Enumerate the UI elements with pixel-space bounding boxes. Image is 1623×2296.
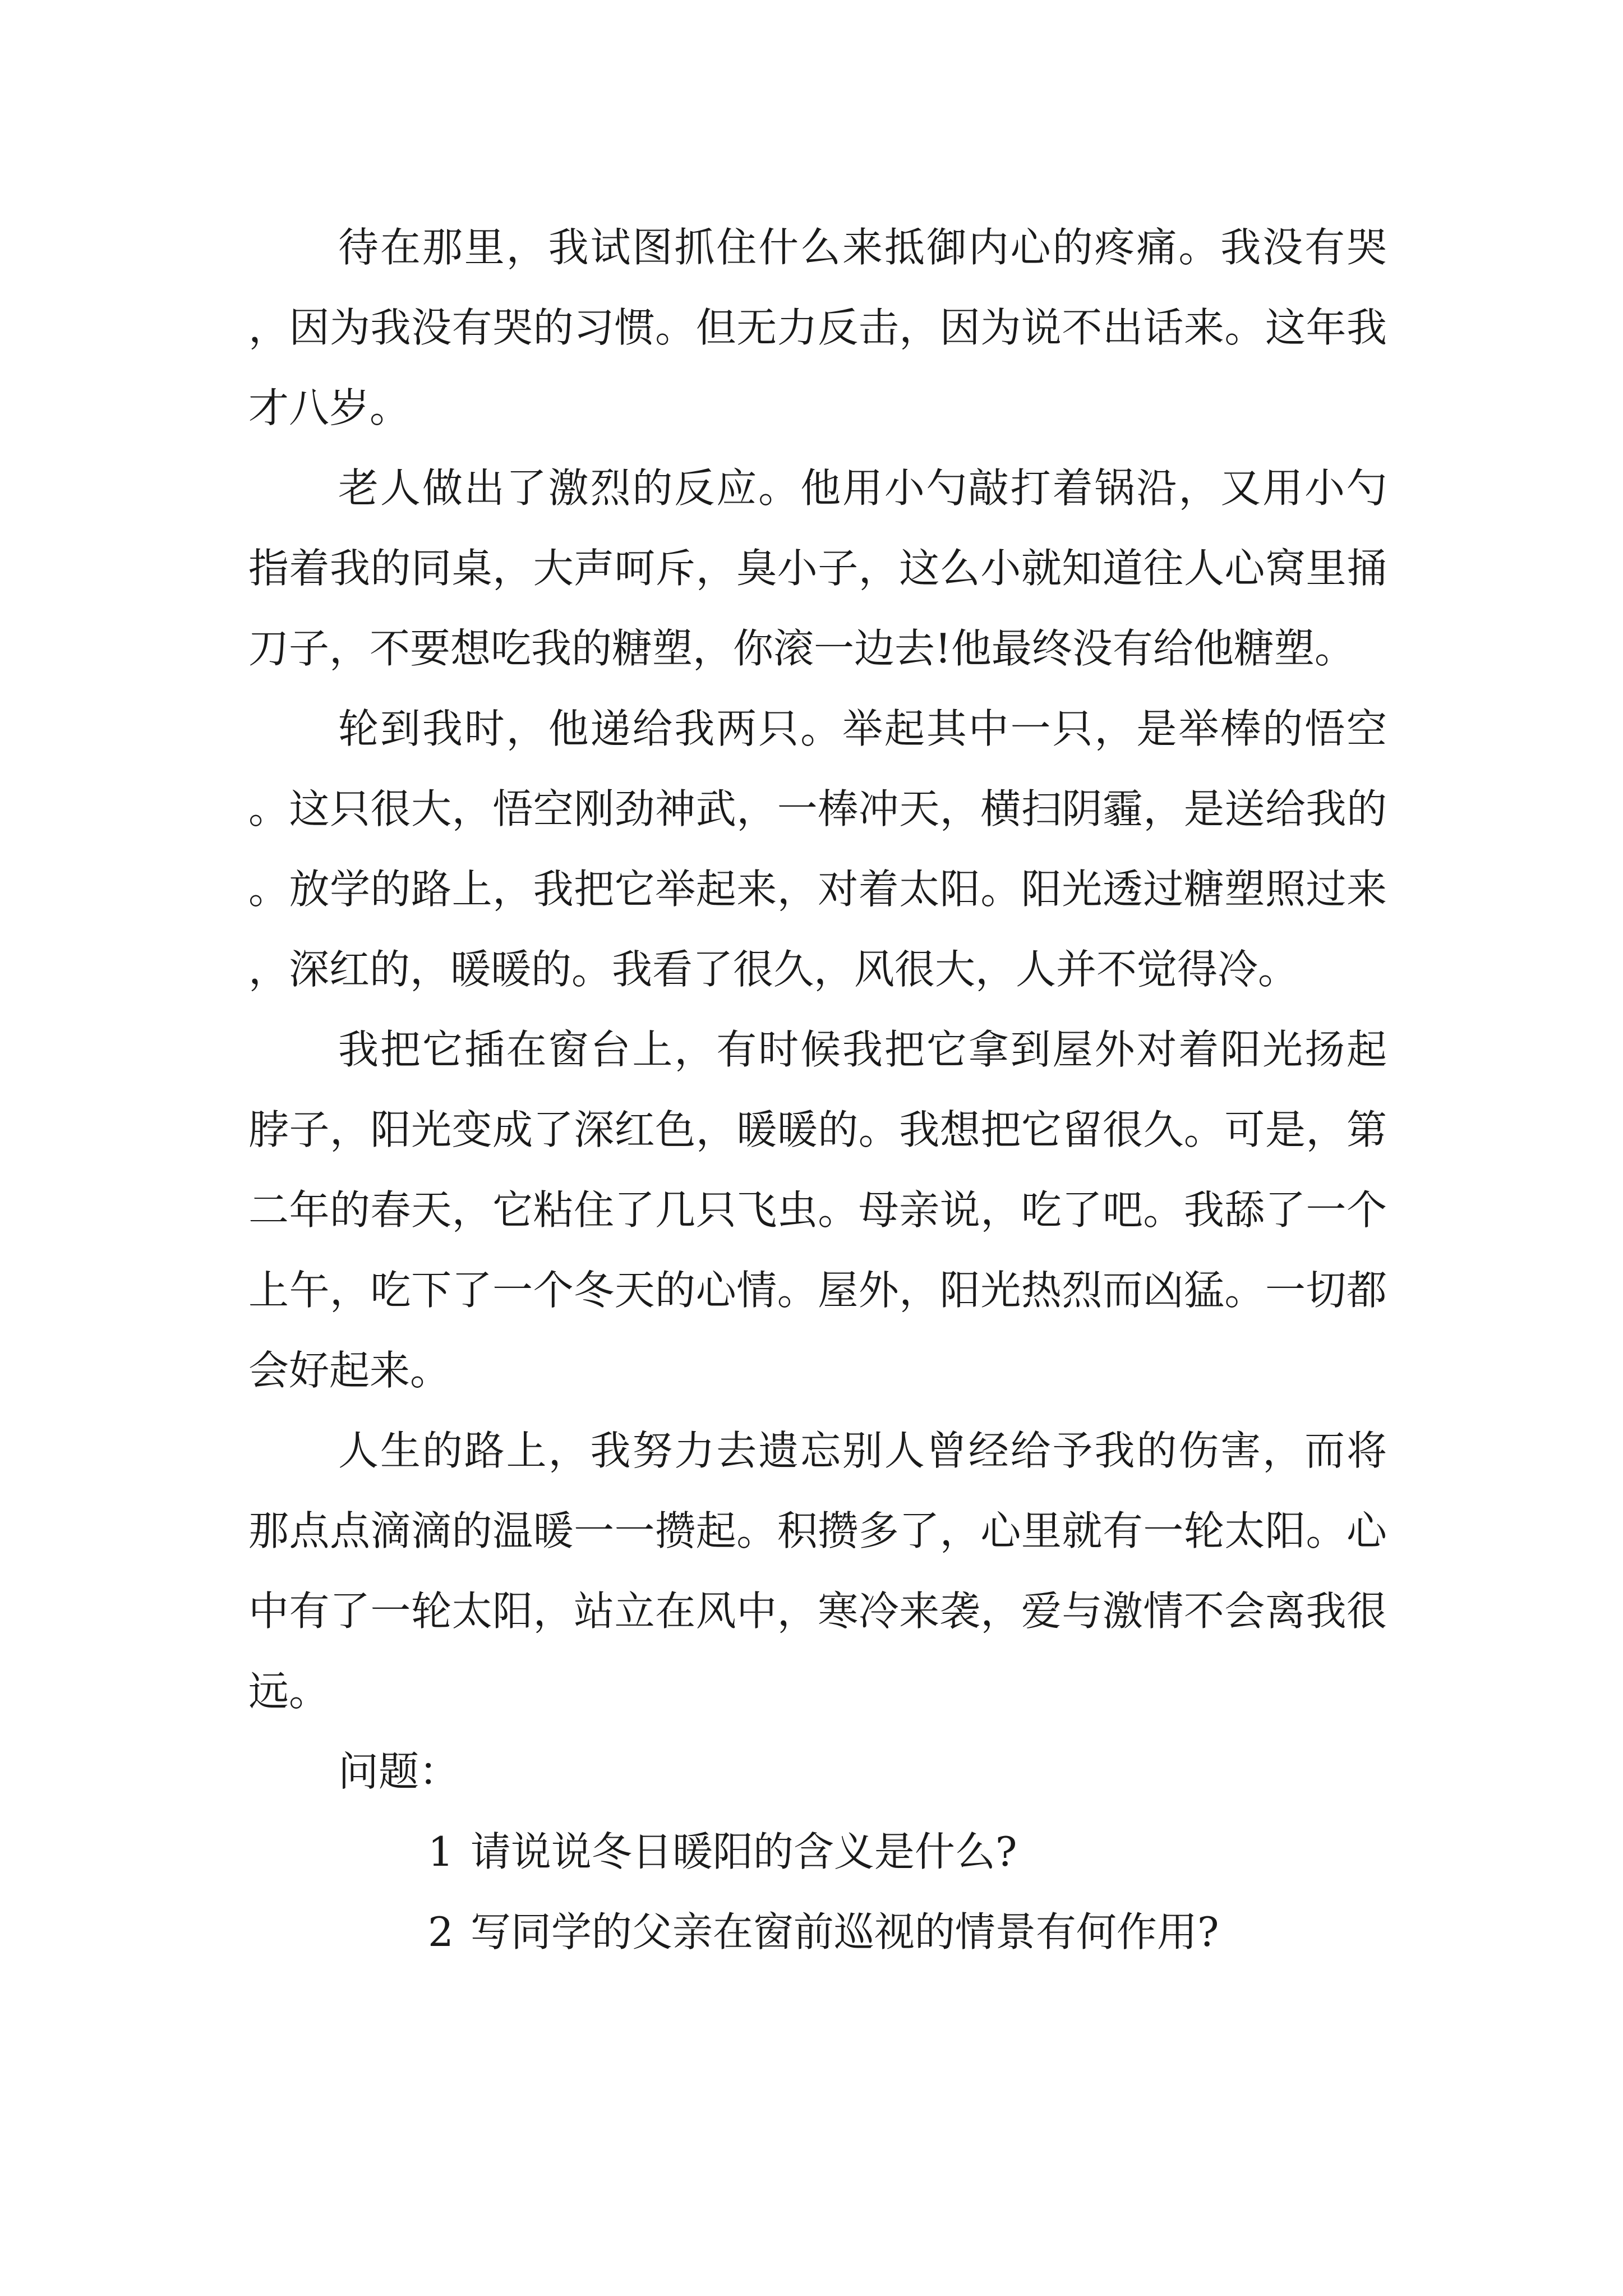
document-body [248, 208, 1387, 1972]
question-number: 2 [428, 1908, 454, 1955]
question-text: 写同学的父亲在窗前巡视的情景有何作用? [470, 1908, 1219, 1955]
paragraph: 我把它插在窗台上，有时候我把它拿到屋外对着阳光扬起脖子，阳光变成了深红色，暖暖的。我想把它留很久。可是，第二年的春天，它粘住了几只飞虫。母亲说，吃了吧。我舔了一个上午，吃下了一个冬天的心情。屋外，阳光热烈而凶猛。一切都会好起来。 [248, 1026, 1387, 1394]
paragraph: 待在那里，我试图抓住什么来抵御内心的疼痛。我没有哭，因为我没有哭的习惯。但无力反击，因为说不出话来。这年我才八岁。 [248, 224, 1387, 431]
questions-label: 问题： [338, 1748, 460, 1795]
paragraph: 老人做出了激烈的反应。他用小勺敲打着锅沿，又用小勺指着我的同桌，大声呵斥，臭小子，这么小就知道往人心窝里捅刀子，不要想吃我的糖塑，你滚一边去!他最终没有给他糖塑。 [248, 464, 1387, 672]
paragraph: 轮到我时，他递给我两只。举起其中一只，是举棒的悟空。这只很大，悟空刚劲神武，一棒冲天，横扫阴霾，是送给我的。放学的路上，我把它举起来，对着太阳。阳光透过糖塑照过来，深红的，暖暖的。我看了很久，风很大，人并不觉得冷。 [248, 705, 1387, 993]
question-number: 1 [428, 1828, 454, 1875]
paragraph: 人生的路上，我努力去遗忘别人曾经给予我的伤害，而将那点点滴滴的温暖一一攒起。积攒多了，心里就有一轮太阳。心中有了一轮太阳，站立在风中，寒冷来袭，爱与激情不会离我很远。 [248, 1427, 1387, 1715]
question-item [248, 1892, 1387, 1972]
question-text: 请说说冬日暖阳的含义是什么? [470, 1828, 1017, 1875]
question-item [248, 1812, 1387, 1892]
